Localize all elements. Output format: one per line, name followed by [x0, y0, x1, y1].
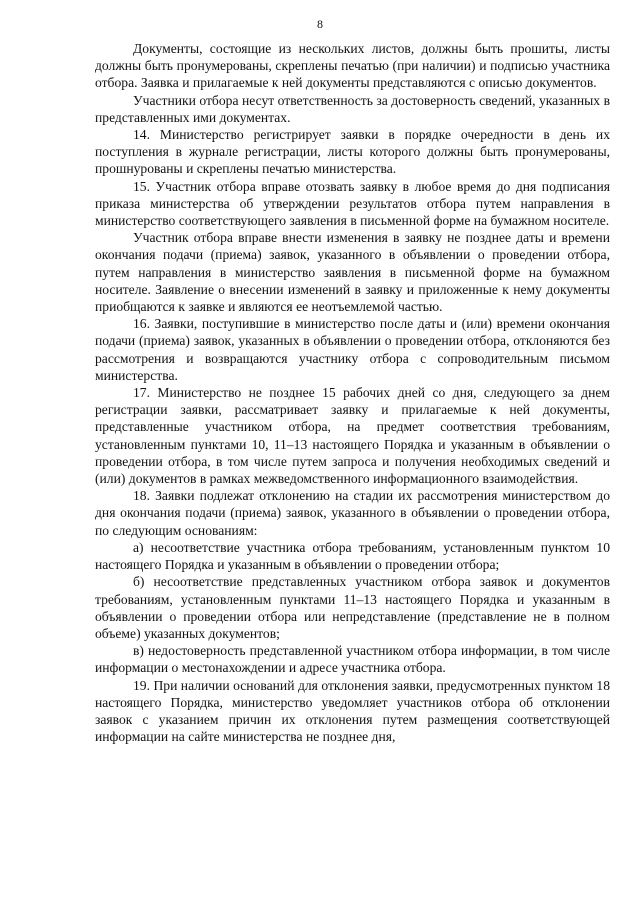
paragraph-14-registration: 14. Министерство регистрирует заявки в порядке очередности в день их поступления в журнале регистрации, листы которого должны быть пронумерованы, прошнурованы и скреплены печатью министерства.	[95, 127, 610, 177]
paragraph-responsibility: Участники отбора несут ответственность за достоверность сведений, указанных в представленных ими документах.	[95, 92, 610, 125]
page-number: 8	[317, 17, 323, 31]
document-body	[95, 40, 610, 745]
paragraph-17-review: 17. Министерство не позднее 15 рабочих дней со дня, следующего за днем регистрации заявки, рассматривает заявку и прилагаемые к ней документы, представленные участником отбора, на предмет соответствия требованиям, установленным пунктами 10, 11–13 настоящего Порядка и указанным в объявлении о проведении отбора, в том числе путем запроса и получения необходимых сведений и (или) документов в рамках межведомственного информационного взаимодействия.	[95, 385, 610, 487]
paragraph-15-changes: Участник отбора вправе внести изменения в заявку не позднее даты и времени окончания подачи (приема) заявок, указанного в объявлении о проведении отбора, путем направления в министерство заявления в письменной форме на бумажном носителе. Заявление о внесении изменений в заявку и приложенные к нему документы приобщаются к заявке и являются ее неотъемлемой частью.	[95, 230, 610, 315]
paragraph-15-withdrawal: 15. Участник отбора вправе отозвать заявку в любое время до дня подписания приказа министерства об утверждении результатов отбора путем направления в министерство соответствующего заявления в письменной форме на бумажном носителе.	[95, 178, 610, 229]
paragraph-16-late-applications: 16. Заявки, поступившие в министерство после даты и (или) времени окончания подачи (приема) заявок, указанных в объявлении о проведении отбора, отклоняются без рассмотрения и возвращаются участнику отбора с сопроводительным письмом министерства.	[95, 316, 610, 383]
paragraph-18-rejection-grounds: 18. Заявки подлежат отклонению на стадии их рассмотрения министерством до дня окончания подачи (приема) заявок, указанного в объявлении о проведении отбора, по следующим основаниям:	[95, 488, 610, 538]
paragraph-18a: а) несоответствие участника отбора требованиям, установленным пунктом 10 настоящего Порядка и указанным в объявлении о проведении отбора;	[95, 539, 610, 573]
paragraph-18v: в) недостоверность представленной участником отбора информации, в том числе информации о местонахождении и адресе участника отбора.	[95, 643, 610, 676]
paragraph-19-notification: 19. При наличии оснований для отклонения заявки, предусмотренных пунктом 18 настоящего Порядка, министерство уведомляет участников отбора об отклонении заявок с указанием причин их отклонения путем размещения соответствующей информации на сайте министерства не позднее дня,	[95, 677, 610, 745]
paragraph-18b: б) несоответствие представленных участником отбора заявок и документов требованиям, установленным пунктами 11–13 настоящего Порядка и указанным в объявлении о проведении отбора или непредставление (представление не в полном объеме) указанных документов;	[95, 574, 610, 641]
paragraph-documents-binding: Документы, состоящие из нескольких листов, должны быть прошиты, листы должны быть пронумерованы, скреплены печатью (при наличии) и подписью участника отбора. Заявка и прилагаемые к ней документы представляются с описью документов.	[95, 41, 610, 91]
